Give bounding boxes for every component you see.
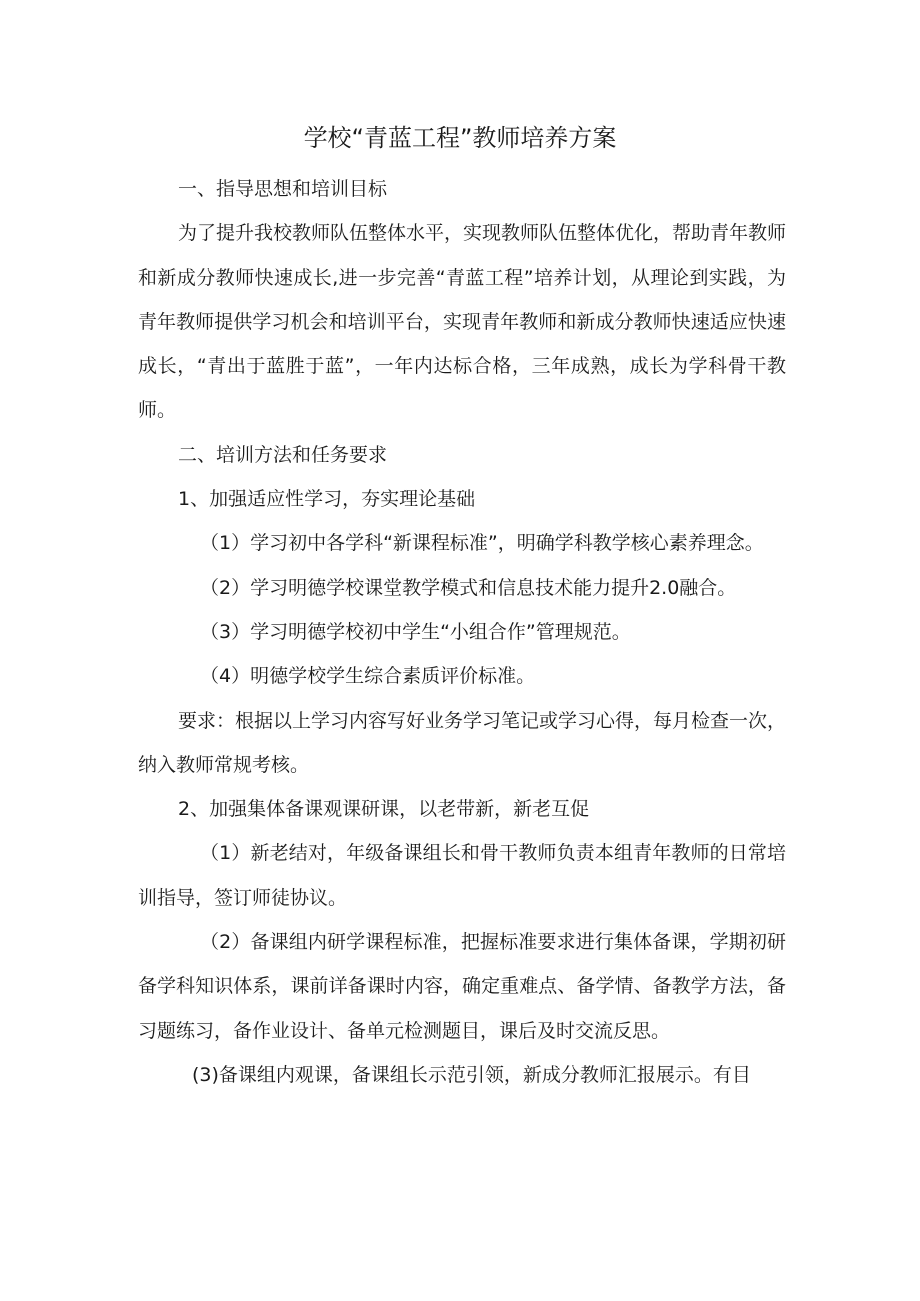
paragraph: 为了提升我校教师队伍整体水平，实现教师队伍整体优化，帮助青年教师和新成分教师快速成长,进一步完善“青蓝工程”培养计划，从理论到实践，为青年教师提供学习机会和培训平台，实现青年教师和新成分教师快速适应快速成长，“青出于蓝胜于蓝”，一年内达标合格，三年成熟，成长为学科骨干教师。 [138, 222, 787, 422]
list-item: （1）学习初中各学科“新课程标准”，明确学科教学核心素养理念。 [200, 532, 764, 555]
list-item: （2）备课组内研学课程标准，把握标准要求进行集体备课，学期初研备学科知识体系，课前详备课时内容，确定重难点、备学情、备教学方法，备习题练习，备作业设计、备单元检测题目，课后及时交流反思。 [138, 931, 786, 1042]
document-body [138, 167, 786, 1097]
list-item: (3)备课组内观课，备课组长示范引领，新成分教师汇报展示。有目 [192, 1063, 751, 1086]
document-title: 学校“青蓝工程”教师培养方案 [303, 124, 617, 152]
list-item: （1）新老结对，年级备课组长和骨干教师负责本组青年教师的日常培训指导，签订师徒协议。 [138, 842, 786, 909]
subsection-heading: 2、加强集体备课观课研课，以老带新，新老互促 [178, 798, 590, 821]
list-item: （4）明德学校学生综合素质评价标准。 [200, 665, 536, 688]
subsection-heading: 1、加强适应性学习，夯实理论基础 [178, 488, 476, 511]
requirement-paragraph: 要求：根据以上学习内容写好业务学习笔记或学习心得，每月检查一次，纳入教师常规考核。 [138, 709, 787, 776]
list-item: （3）学习明德学校初中学生“小组合作”管理规范。 [200, 620, 631, 643]
section-heading: 二、培训方法和任务要求 [178, 443, 388, 466]
list-item: （2）学习明德学校课堂教学模式和信息技术能力提升2.0融合。 [200, 576, 737, 599]
section-heading: 一、指导思想和培训目标 [178, 178, 388, 200]
